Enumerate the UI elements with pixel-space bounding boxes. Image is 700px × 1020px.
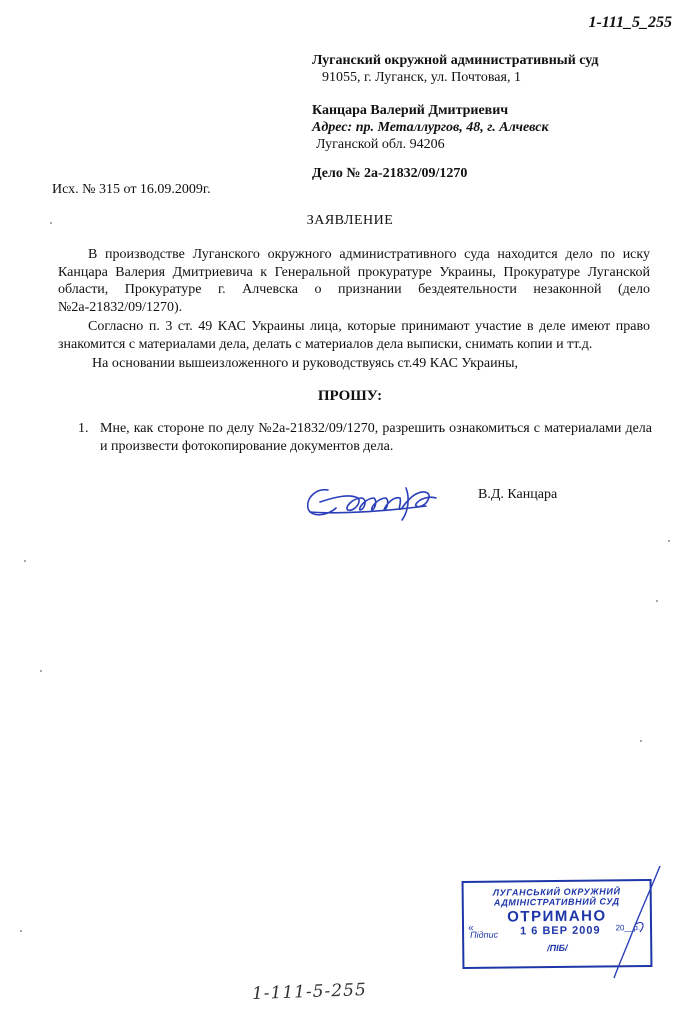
- court-block: [312, 52, 599, 86]
- signature-image: [298, 468, 448, 528]
- stamp-signature-stroke: [606, 862, 666, 982]
- request-item-number: 1.: [78, 421, 89, 436]
- applicant-region: Луганской обл. 94206: [316, 137, 445, 152]
- applicant-name: Канцара Валерий Дмитриевич: [312, 103, 509, 118]
- scan-speck: [24, 560, 26, 562]
- paragraph: На основании вышеизложенного и руководствуясь ст.49 КАС Украины,: [92, 356, 518, 371]
- document-id: 1-111_5_255: [588, 14, 672, 31]
- scan-speck: [50, 222, 52, 224]
- signer-name: В.Д. Канцара: [478, 487, 558, 502]
- body-text: [58, 246, 650, 373]
- paragraph: Согласно п. 3 ст. 49 КАС Украины лица, которые принимают участие в деле имеют право знакомится с материалами дела, делать с материалов дела выписки, снимать копии и тт.д.: [58, 319, 650, 352]
- scan-speck: [640, 740, 642, 742]
- stamp-line-court-type: АДМІНІСТРАТИВНИЙ СУД: [493, 896, 620, 908]
- scan-speck: [668, 540, 670, 542]
- stamp-year-suffix: 20__р.: [615, 923, 641, 933]
- stamp-date: 1 6 ВЕР 2009: [520, 924, 601, 938]
- request-item-text: Мне, как стороне по делу №2а-21832/09/1270, разрешить ознакомиться с материалами дела и произвести фотокопирование документов дела.: [100, 421, 652, 454]
- applicant-address: Адрес: пр. Металлургов, 48, г. Алчевск: [312, 120, 549, 135]
- stamp-sign-label: Підпис: [470, 929, 499, 940]
- stamp-line-court: ЛУГАНСЬКИЙ ОКРУЖНИЙ: [492, 886, 621, 898]
- stamp-quote: «: [467, 922, 474, 934]
- paragraph: В производстве Луганского окружного административного суда находится дело по иску Канцара Валерия Дмитриевича к Генеральной прокуратуре Украины, Прокуратуре Луганской области, Прокуратуре г. Алчевска о признании бездеятельности незаконной (дело №2а-21832/09/1270).: [58, 247, 650, 315]
- document-title: ЗАЯВЛЕНИЕ: [306, 213, 394, 228]
- scan-speck: [656, 600, 658, 602]
- case-number: Дело № 2а-21832/09/1270: [312, 166, 468, 181]
- court-name: Луганский окружной административный суд: [312, 53, 599, 68]
- request-heading: ПРОШУ:: [317, 388, 383, 404]
- stamp-name-label: /ПІБ/: [547, 942, 568, 954]
- scan-speck: [20, 930, 22, 932]
- court-address: 91055, г. Луганск, ул. Почтовая, 1: [322, 70, 521, 85]
- request-item: [78, 420, 652, 456]
- scan-speck: [40, 670, 42, 672]
- applicant-block: [312, 102, 549, 153]
- stamp-received-label: ОТРИМАНО: [507, 907, 607, 926]
- handwritten-note: 1-111-5-255: [251, 980, 368, 1004]
- outgoing-reference: Исх. № 315 от 16.09.2009г.: [52, 182, 211, 197]
